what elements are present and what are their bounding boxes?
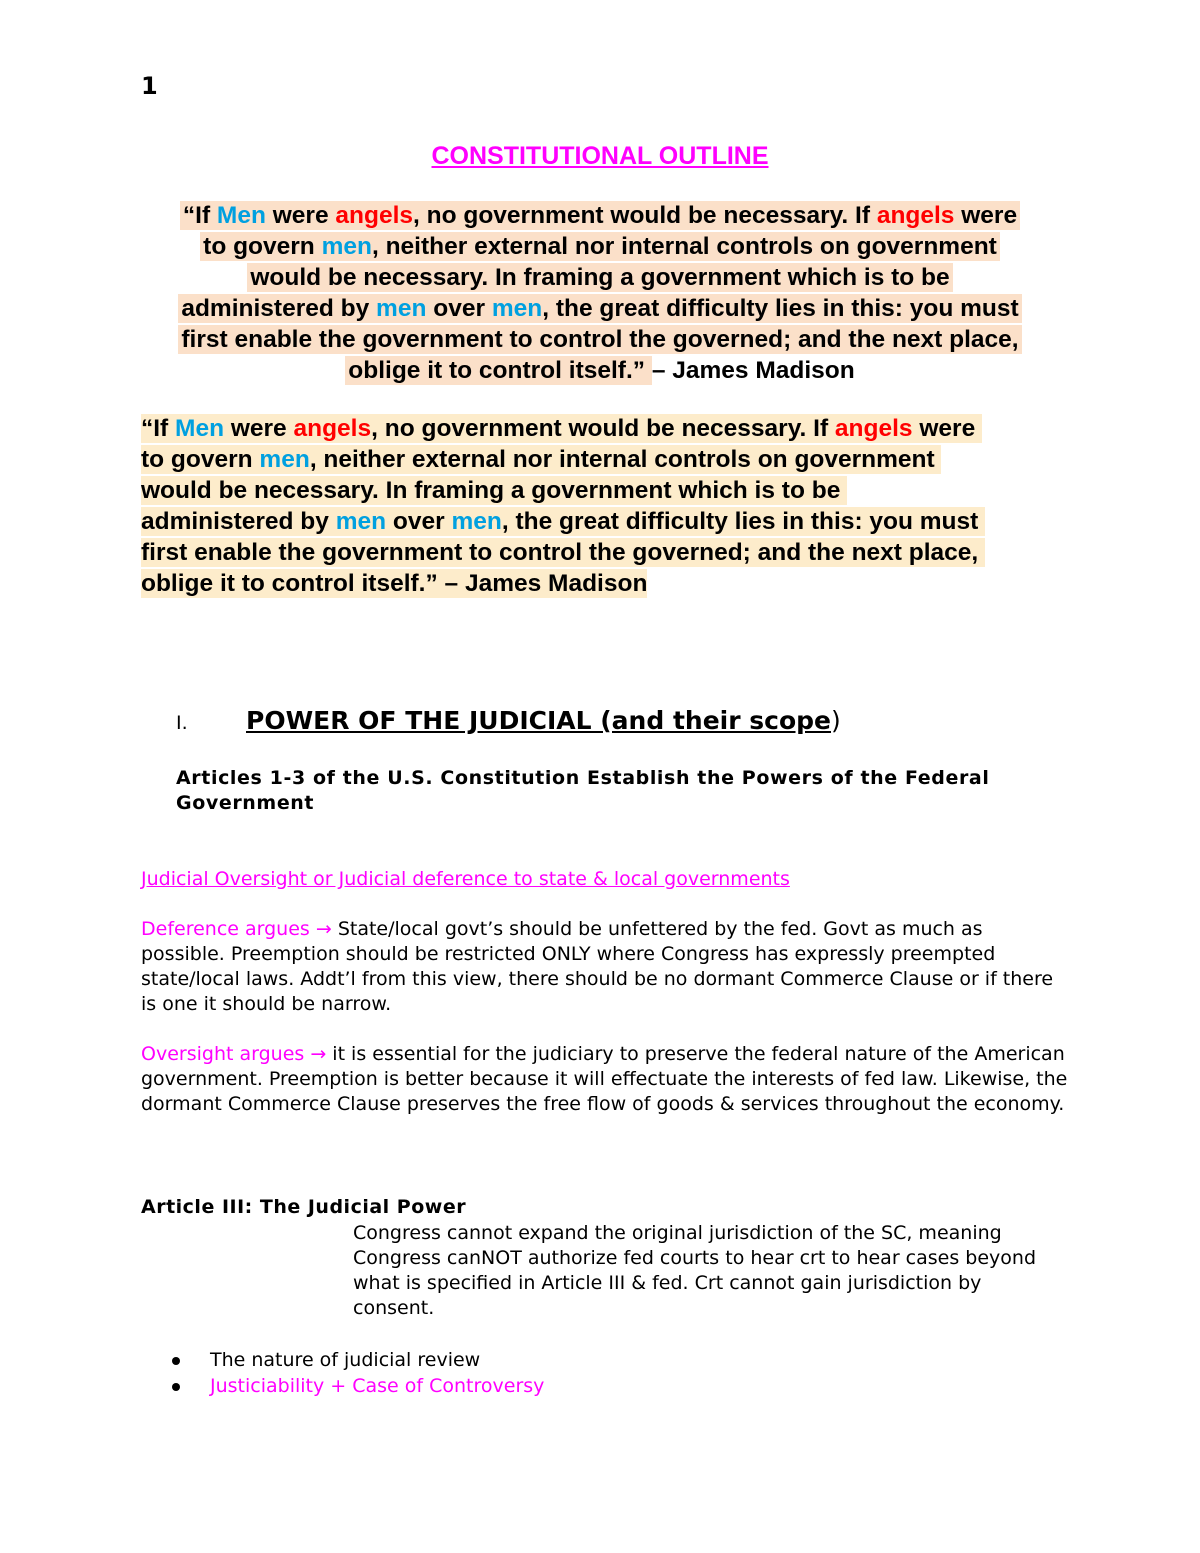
deference-paragraph: Deference argues → State/local govt’s should be unfettered by the fed. Govt as much as possible. Preemption should be restricted ONLY where Congress has expressly preempted state/local laws. Addt’l from this view, there should be no dormant Commerce Clause or if there is one it should be narrow. <box>141 918 1054 1015</box>
section-title: POWER OF THE JUDICIAL (and their scope <box>246 706 831 735</box>
oversight-paragraph: Oversight argues → it is essential for the judiciary to preserve the federal nature of the American government. Preemption is better because it will effectuate the interests of fed law. Likewise, the dormant Commerce Clause preserves the free flow of goods & services throughout the economy. <box>141 1043 1068 1115</box>
section-numeral: I. <box>176 712 188 734</box>
list-item: Justiciability + Case of Controversy <box>172 1373 544 1399</box>
angels-word: angels <box>876 202 955 229</box>
page-number: 1 <box>141 72 158 100</box>
section-heading: I. POWER OF THE JUDICIAL (and their scope) <box>176 706 841 735</box>
men-word: Men <box>216 202 266 229</box>
article-iii-text: Congress cannot expand the original jurisdiction of the SC, meaning Congress canNOT authorize fed courts to hear crt to hear cases beyond what is specified in Article III & fed. Crt cannot gain jurisdiction by consent. <box>353 1222 1037 1319</box>
judicial-oversight-link[interactable]: Judicial Oversight or Judicial deference to state & local governments <box>141 868 790 890</box>
men-word: men <box>259 446 310 473</box>
section-subheading: Articles 1-3 of the U.S. Constitution Establish the Powers of the Federal Government <box>176 767 990 814</box>
oversight-label: Oversight argues → <box>141 1043 327 1065</box>
angels-word: angels <box>335 202 414 229</box>
angels-word: angels <box>834 415 913 442</box>
men-word: Men <box>175 415 225 442</box>
madison-quote-centered: “If Men were angels, no government would be necessary. If angels were to govern men, neither external nor internal controls on government would be necessary. In framing a government which is to be administered by men over men, the great difficulty lies in this: you must first enable the government to control the governed; and the next place, oblige it to control itself.” – James Madison <box>0 200 1200 386</box>
article-iii-heading: Article III: The Judicial Power <box>141 1196 467 1218</box>
angels-word: angels <box>293 415 372 442</box>
bullet-icon <box>172 1383 180 1391</box>
men-word: men <box>321 233 372 260</box>
men-word: men <box>376 295 427 322</box>
list-item: The nature of judicial review <box>172 1347 544 1373</box>
men-word: men <box>451 508 502 535</box>
topic-list <box>172 1347 544 1399</box>
document-title: CONSTITUTIONAL OUTLINE <box>431 142 769 170</box>
men-word: men <box>335 508 387 535</box>
deference-label: Deference argues → <box>141 918 332 940</box>
bullet-icon <box>172 1357 180 1365</box>
madison-quote-left: “If Men were angels, no government would be necessary. If angels were to govern men, neither external nor internal controls on government would be necessary. In framing a government which is to be administered by men over men, the great difficulty lies in this: you must first enable the government to control the governed; and the next place, oblige it to control itself.” – James Madison <box>141 413 985 599</box>
men-word: men <box>491 295 543 322</box>
